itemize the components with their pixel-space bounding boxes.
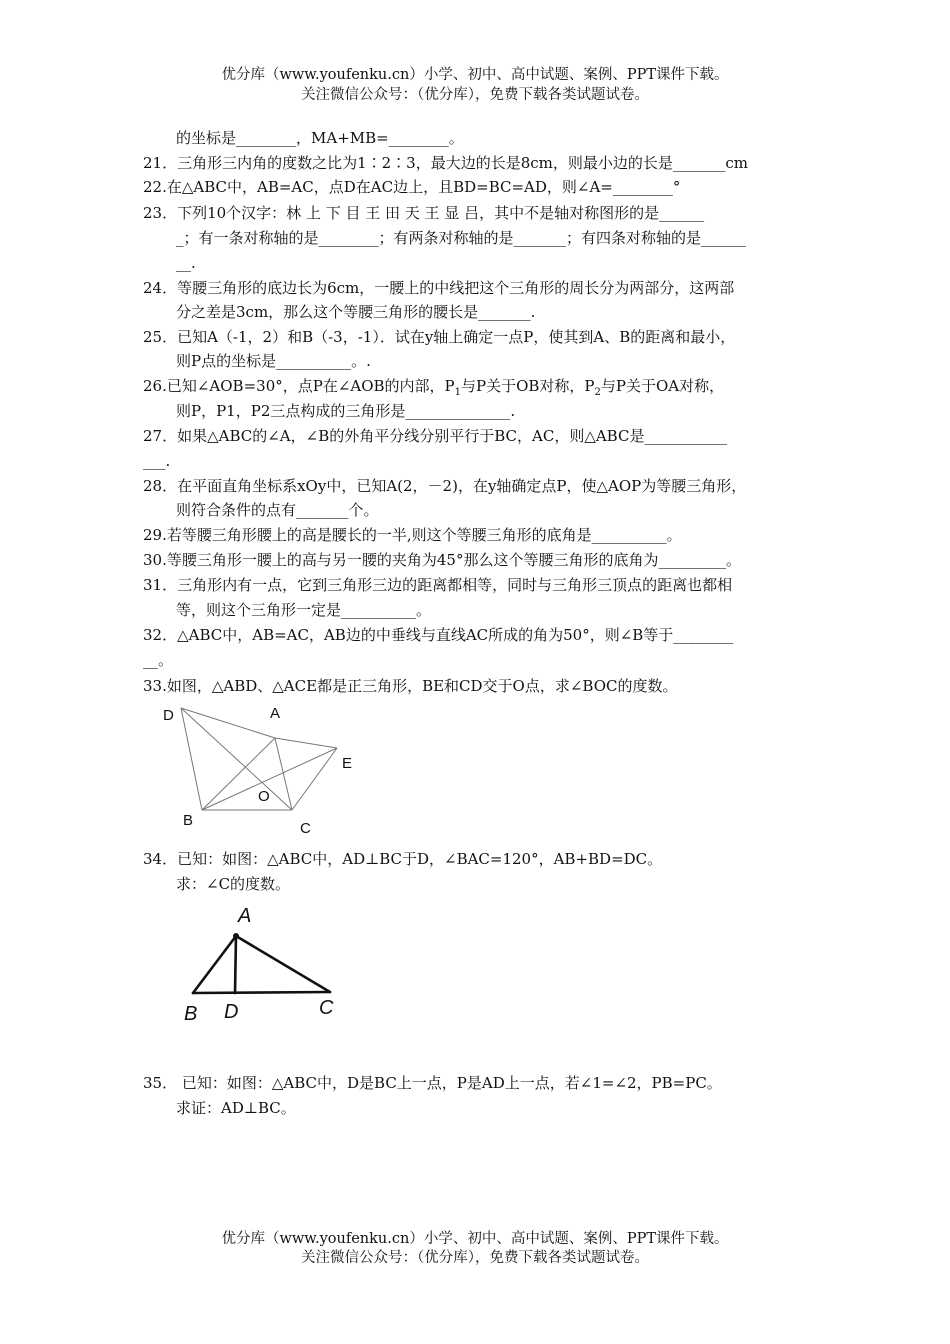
fig34-edge-AB: [193, 936, 236, 993]
q26-sub-1: 1: [454, 387, 462, 398]
q26-part-1: 26.已知∠AOB=30°，点P在∠AOB的内部，P: [143, 377, 455, 395]
footer-line-1: 优分库（www.youfenku.cn）小学、初中、高中试题、案例、PPT课件下载。: [221, 1231, 729, 1247]
footer-line-2: 关注微信公众号：（优分库），免费下载各类试题试卷。: [301, 1250, 649, 1266]
fig33-label-D: D: [163, 707, 174, 724]
question-24-line-1: 24．等腰三角形的底边长为6cm，一腰上的中线把这个三角形的周长分为两部分，这两部: [143, 279, 735, 297]
question-31-line-2: 等，则这个三角形一定是__________。: [176, 601, 432, 619]
question-33: 33.如图，△ABD、△ACE都是正三角形，BE和CD交于O点，求∠BOC的度数。: [143, 677, 678, 695]
question-32-line-1: 32．△ABC中，AB=AC，AB边的中垂线与直线AC所成的角为50°，则∠B等于________: [143, 626, 734, 644]
fig33-label-A: A: [270, 705, 281, 722]
fig33-label-O: O: [258, 788, 270, 805]
question-22: 22.在△ABC中，AB=AC，点D在AC边上，且BD=BC=AD，则∠A=________°: [143, 178, 681, 196]
fig34-label-D: D: [224, 1001, 239, 1023]
question-30: 30.等腰三角形一腰上的高与另一腰的夹角为45°那么这个等腰三角形的底角为_________。: [143, 551, 741, 569]
question-29: 29.若等腰三角形腰上的高是腰长的一半,则这个等腰三角形的底角是__________。: [143, 526, 682, 544]
fig33-edge-AE: [275, 738, 337, 748]
question-21: 21．三角形三内角的度数之比为1∶2∶3，最大边的长是8cm，则最小边的长是_______cm: [143, 154, 749, 172]
q26-sub-2: 2: [594, 387, 601, 398]
fig34-label-A: A: [238, 905, 252, 927]
figure-33: [150, 700, 380, 845]
fig33-edge-DA: [181, 708, 275, 738]
question-28-line-2: 则符合条件的点有_______个。: [176, 501, 379, 519]
question-34-line-1: 34．已知：如图：△ABC中，AD⊥BC于D，∠BAC=120°，AB+BD=DC。: [143, 850, 663, 868]
fig34-label-C: C: [319, 997, 334, 1019]
fig33-edge-DB: [181, 708, 202, 810]
question-26-line-1: [143, 376, 724, 403]
fig33-label-E: E: [342, 755, 353, 772]
question-27-line-2: ___.: [143, 452, 171, 470]
fig34-edge-AC: [236, 936, 330, 992]
question-26-line-2: 则P，P1，P2三点构成的三角形是______________.: [176, 402, 516, 420]
fig33-label-B: B: [183, 812, 194, 829]
fig33-label-C: C: [300, 820, 311, 837]
figure-34: [175, 900, 355, 1028]
question-24-line-2: 分之差是3cm，那么这个等腰三角形的腰长是_______.: [176, 303, 536, 321]
question-23-line-1: 23．下列10个汉字：林 上 下 目 王 田 天 王 显 吕，其中不是轴对称图形的是______: [143, 204, 705, 222]
question-25-line-1: 25．已知A（-1，2）和B（-3，-1）．试在y轴上确定一点P，使其到A、B的距离和最小，: [143, 328, 736, 346]
question-35-line-1: 35． 已知：如图：△ABC中，D是BC上一点，P是AD上一点，若∠1=∠2，PB=PC。: [143, 1074, 722, 1092]
question-23-line-2: _；有一条对称轴的是________；有两条对称轴的是_______；有四条对称轴的是______: [176, 229, 747, 247]
fig33-edge-AC: [275, 738, 292, 810]
fig34-edge-AD: [235, 936, 236, 993]
question-25-line-2: 则P点的坐标是__________。.: [176, 352, 371, 370]
question-28-line-1: 28．在平面直角坐标系xOy中，已知A(2，－2)，在y轴确定点P，使△AOP为等腰三角形，: [143, 477, 747, 495]
question-32-line-2: __。: [143, 651, 174, 669]
fig34-label-B: B: [184, 1003, 198, 1025]
header-line-2: 关注微信公众号：（优分库），免费下载各类试题试卷。: [301, 87, 649, 103]
q26-part-3: 与P关于OA对称，: [600, 377, 725, 395]
question-23-line-3: __.: [176, 254, 196, 272]
prev-question-tail: 的坐标是________，MA+MB=________。: [176, 129, 464, 147]
question-31-line-1: 31．三角形内有一点，它到三角形三边的距离都相等，同时与三角形三顶点的距离也都相: [143, 576, 733, 594]
q26-part-2: 与P关于OB对称，P: [461, 377, 595, 395]
header-line-1: 优分库（www.youfenku.cn）小学、初中、高中试题、案例、PPT课件下载。: [221, 67, 729, 83]
fig34-point-A: [233, 933, 239, 939]
question-27-line-1: 27．如果△ABC的∠A，∠B的外角平分线分别平行于BC，AC，则△ABC是___________: [143, 427, 727, 445]
question-34-line-2: 求：∠C的度数。: [176, 875, 291, 893]
fig34-edge-BC: [193, 992, 330, 993]
fig33-edge-EC: [292, 748, 337, 810]
question-35-line-2: 求证：AD⊥BC。: [176, 1099, 296, 1117]
